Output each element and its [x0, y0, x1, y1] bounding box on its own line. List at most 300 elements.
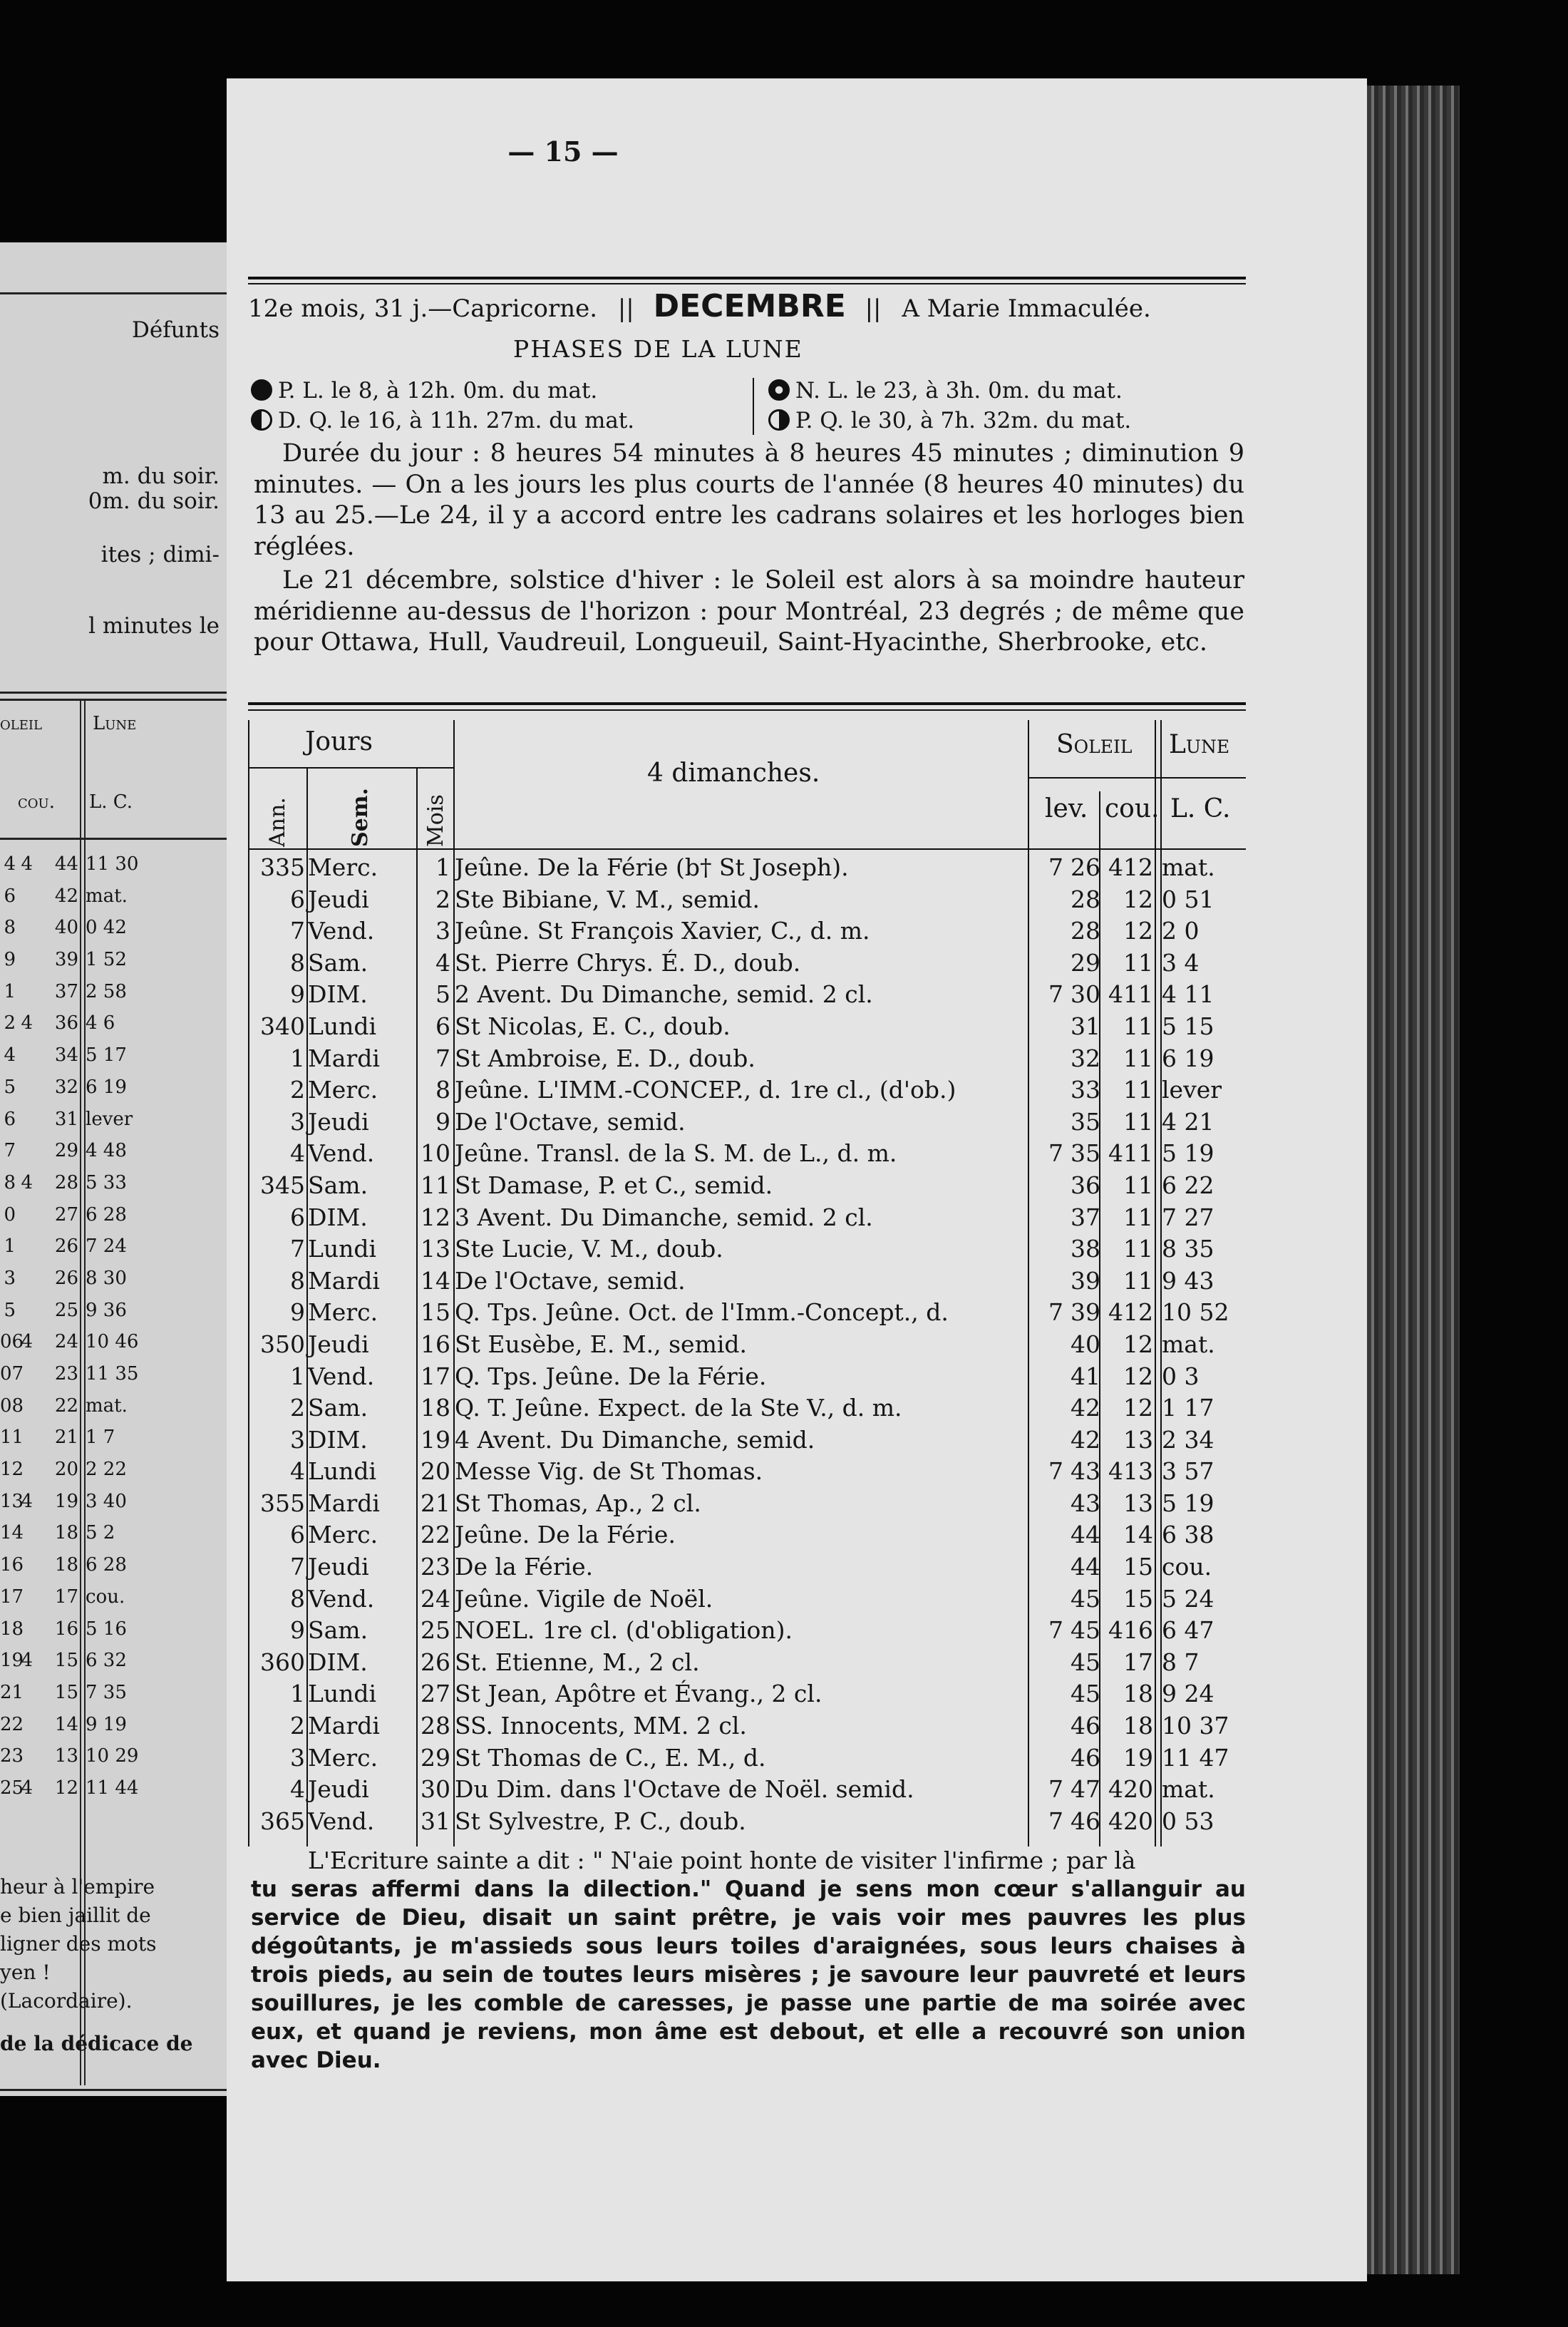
moon-time: cou. — [1162, 1553, 1212, 1581]
table-row — [248, 1265, 1246, 1298]
header-lc: L. C. — [1170, 794, 1231, 823]
moon-time: 1 17 — [1162, 1394, 1214, 1422]
table-row — [248, 1615, 1246, 1647]
left-cell: 6 — [4, 1108, 16, 1130]
left-cell: 9 — [4, 949, 16, 971]
day-year-number: 3 — [290, 1107, 305, 1136]
day-year-number: 6 — [290, 1203, 305, 1231]
phases-title: PHASES DE LA LUNE — [513, 335, 803, 363]
day-year-number: 2 — [290, 1394, 305, 1422]
phase-new-moon — [768, 378, 1123, 404]
left-cell: 8 — [4, 917, 16, 939]
day-month-number: 17 — [421, 1362, 450, 1390]
left-lune-head: Lune — [93, 713, 137, 734]
day-year-number: 345 — [260, 1171, 305, 1199]
left-table-row — [0, 1295, 227, 1327]
day-year-number: 355 — [260, 1489, 305, 1517]
moon-time: mat. — [1162, 1775, 1215, 1804]
moon-time: lever — [1162, 1076, 1222, 1104]
sunrise-minute: 29 — [1071, 948, 1100, 977]
day-weekday: Merc. — [308, 1076, 378, 1104]
day-weekday: Vend. — [308, 917, 375, 945]
left-cell: 9 36 — [86, 1299, 127, 1321]
left-cell: 1 — [4, 980, 16, 1002]
sunrise-minute: 32 — [1071, 1044, 1100, 1072]
day-year-number: 6 — [290, 885, 305, 913]
left-cell: 4 — [21, 853, 33, 875]
left-cell: mat. — [86, 1394, 128, 1417]
table-row — [248, 1774, 1246, 1806]
moon-time: 2 34 — [1162, 1425, 1214, 1454]
sunset-minute: 13 — [1123, 1425, 1153, 1454]
header-mois: Mois — [423, 794, 448, 847]
header-rule-top — [248, 277, 1246, 279]
left-cell: 11 30 — [86, 853, 139, 875]
day-feast: Jeûne. De la Férie. — [455, 1521, 676, 1549]
moon-time: 7 27 — [1162, 1203, 1214, 1231]
phases-separator — [753, 378, 754, 435]
table-row — [248, 979, 1246, 1011]
day-month-number: 13 — [421, 1235, 450, 1263]
day-year-number: 360 — [260, 1648, 305, 1676]
table-row — [248, 1074, 1246, 1106]
left-cell: 4 — [21, 1777, 33, 1799]
left-cell: 06 — [0, 1331, 24, 1353]
moon-time: 4 21 — [1162, 1107, 1214, 1136]
left-cell: 3 40 — [86, 1490, 127, 1512]
left-table-row — [0, 1231, 227, 1263]
moon-time: 3 57 — [1162, 1457, 1214, 1486]
day-month-number: 25 — [421, 1616, 450, 1645]
table-row — [248, 1456, 1246, 1488]
left-table-row — [0, 1645, 227, 1677]
sunset-hour: 4 — [1108, 980, 1123, 1009]
day-feast: St Nicolas, E. C., doub. — [455, 1012, 731, 1040]
sunrise-minute: 39 — [1071, 1298, 1100, 1327]
day-month-number: 15 — [421, 1298, 450, 1327]
left-table-row — [0, 1422, 227, 1454]
left-lc-head: L. C. — [89, 791, 133, 813]
left-table-row — [0, 1772, 227, 1804]
sunrise-minute: 42 — [1071, 1394, 1100, 1422]
left-cell: 16 — [54, 1618, 78, 1640]
sunrise-minute: 45 — [1071, 1648, 1100, 1676]
day-feast: De l'Octave, semid. — [455, 1266, 686, 1295]
day-weekday: DIM. — [308, 1425, 368, 1454]
left-cell: 22 — [54, 1394, 78, 1417]
sunset-minute: 12 — [1123, 1394, 1153, 1422]
left-cell: 3 — [4, 1267, 16, 1289]
left-cell: 9 19 — [86, 1713, 127, 1735]
moon-time: 0 51 — [1162, 885, 1214, 913]
month-info: 12e mois, 31 j.—Capricorne. — [248, 294, 598, 323]
day-weekday: Mardi — [308, 1489, 380, 1517]
left-cell: 2 — [4, 1012, 16, 1034]
left-cell: 10 46 — [86, 1331, 139, 1353]
header-soleil: Soleil — [1056, 730, 1133, 759]
hline-jours — [248, 767, 453, 769]
solstice-paragraph: Le 21 décembre, solstice d'hiver : le Soleil est alors à sa moindre hauteur méridienne au-dessus de l'horizon : pour Montréal, 23 degrés ; de même que pour Ottawa, Hull, Vaudreuil, Longueuil, Saint-Hyacinthe, Sherbrooke, etc. — [254, 566, 1244, 657]
header-jours: Jours — [305, 727, 373, 756]
left-cell: mat. — [86, 885, 128, 907]
day-feast: Ste Bibiane, V. M., semid. — [455, 885, 760, 913]
sunset-hour: 4 — [1108, 1807, 1123, 1835]
sunrise-minute: 46 — [1071, 1743, 1100, 1772]
left-cell: 42 — [54, 885, 78, 907]
left-cell: 18 — [54, 1554, 78, 1576]
day-year-number: 4 — [290, 1457, 305, 1486]
sunset-minute: 12 — [1123, 1330, 1153, 1358]
day-feast: Q. Tps. Jeûne. Oct. de l'Imm.-Concept., d. — [455, 1298, 949, 1327]
phase-last-quarter-text: D. Q. le 16, à 11h. 27m. du mat. — [278, 408, 635, 433]
left-table-row — [0, 976, 227, 1008]
left-table-row — [0, 848, 227, 880]
table-row — [248, 1678, 1246, 1710]
sunset-minute: 12 — [1123, 1362, 1153, 1390]
table-row — [248, 1583, 1246, 1615]
month-header — [248, 288, 1246, 324]
day-weekday: Mardi — [308, 1044, 380, 1072]
left-cell: 39 — [54, 949, 78, 971]
sunset-minute: 11 — [1123, 1012, 1153, 1040]
left-cell: 40 — [54, 917, 78, 939]
moon-time: 11 47 — [1162, 1743, 1229, 1772]
header-lune: Lune — [1169, 730, 1230, 759]
left-cell: 7 35 — [86, 1681, 127, 1703]
day-weekday: Sam. — [308, 1616, 368, 1645]
phase-last-quarter — [251, 408, 634, 433]
day-month-number: 26 — [421, 1648, 450, 1676]
left-cell: 7 24 — [86, 1236, 127, 1258]
left-cell: 21 — [0, 1681, 24, 1703]
table-row — [248, 947, 1246, 980]
sunset-minute: 15 — [1123, 1584, 1153, 1613]
left-cell: 4 — [4, 853, 16, 875]
day-month-number: 7 — [435, 1044, 450, 1072]
day-weekday: Vend. — [308, 1584, 375, 1613]
left-cell: 1 7 — [86, 1427, 115, 1449]
sunrise-minute: 33 — [1071, 1076, 1100, 1104]
sunset-minute: 12 — [1123, 1298, 1153, 1327]
left-table-row — [0, 1390, 227, 1422]
sunrise-minute: 35 — [1071, 1107, 1100, 1136]
sunset-minute: 15 — [1123, 1553, 1153, 1581]
new-moon-icon — [768, 379, 790, 401]
day-feast: De l'Octave, semid. — [455, 1107, 686, 1136]
header-lev: lev. — [1045, 794, 1088, 823]
left-cell: 6 19 — [86, 1076, 127, 1098]
left-cell: 34 — [54, 1044, 78, 1067]
day-feast: Messe Vig. de St Thomas. — [455, 1457, 763, 1486]
day-year-number: 335 — [260, 853, 305, 881]
left-table-row — [0, 1104, 227, 1136]
sunrise-minute: 26 — [1071, 853, 1100, 881]
hline-header-bottom — [248, 848, 1246, 850]
left-cell: 6 28 — [86, 1203, 127, 1226]
left-cell: 14 — [0, 1522, 24, 1544]
sunrise-hour: 7 — [1048, 1139, 1063, 1168]
moon-time: 0 3 — [1162, 1362, 1200, 1390]
moon-time: 2 0 — [1162, 917, 1200, 945]
left-cell: 15 — [54, 1650, 78, 1672]
day-weekday: Merc. — [308, 1743, 378, 1772]
left-cell: cou. — [86, 1586, 125, 1608]
sunrise-minute: 46 — [1071, 1712, 1100, 1740]
sunset-minute: 20 — [1123, 1807, 1153, 1835]
left-cell: 26 — [54, 1267, 78, 1289]
page-number: — 15 — — [507, 135, 619, 168]
day-month-number: 31 — [421, 1807, 450, 1835]
left-cell: 4 — [21, 1171, 33, 1193]
day-month-number: 5 — [435, 980, 450, 1009]
day-weekday: Lundi — [308, 1680, 377, 1708]
day-weekday: DIM. — [308, 980, 368, 1009]
sunset-minute: 11 — [1123, 1139, 1153, 1168]
left-cell: 6 32 — [86, 1650, 127, 1672]
month-bar-right: || — [865, 294, 882, 323]
left-cell: 0 42 — [86, 917, 127, 939]
sunset-minute: 17 — [1123, 1648, 1153, 1676]
header-dimanches: 4 dimanches. — [647, 759, 820, 788]
sunset-hour: 4 — [1108, 1139, 1123, 1168]
left-foot-3: ligner des mots — [0, 1932, 157, 1956]
table-row — [248, 1488, 1246, 1520]
table-rule-top-2 — [248, 709, 1246, 711]
left-cell: 10 29 — [86, 1745, 139, 1767]
sunrise-minute: 30 — [1071, 980, 1100, 1009]
left-table-row — [0, 1072, 227, 1104]
day-weekday: Sam. — [308, 1394, 368, 1422]
table-row — [248, 1361, 1246, 1393]
sunrise-hour: 7 — [1048, 1616, 1063, 1645]
left-table-row — [0, 1039, 227, 1072]
left-cell: 2 22 — [86, 1459, 127, 1481]
table-row — [248, 1011, 1246, 1043]
day-month-number: 4 — [435, 948, 450, 977]
sunset-minute: 14 — [1123, 1521, 1153, 1549]
day-feast: Ste Lucie, V. M., doub. — [455, 1235, 723, 1263]
day-year-number: 350 — [260, 1330, 305, 1358]
sunset-minute: 18 — [1123, 1712, 1153, 1740]
moon-time: 10 37 — [1162, 1712, 1229, 1740]
left-cell: lever — [86, 1108, 133, 1130]
left-table-row — [0, 912, 227, 944]
moon-time: 8 7 — [1162, 1648, 1200, 1676]
day-year-number: 2 — [290, 1712, 305, 1740]
left-table-row — [0, 1263, 227, 1295]
sunrise-minute: 35 — [1071, 1139, 1100, 1168]
month-name: DECEMBRE — [653, 288, 846, 324]
left-cell: 4 — [21, 1331, 33, 1353]
day-weekday: Lundi — [308, 1235, 377, 1263]
month-bar-left: || — [617, 294, 634, 323]
table-row — [248, 884, 1246, 916]
sunset-minute: 11 — [1123, 1076, 1153, 1104]
left-table-rule — [0, 692, 227, 694]
moon-time: 6 38 — [1162, 1521, 1214, 1549]
sunset-hour: 4 — [1108, 853, 1123, 881]
left-table-rule-2 — [0, 699, 227, 701]
left-cell: 8 30 — [86, 1267, 127, 1289]
left-table — [0, 848, 227, 1804]
day-feast: St Ambroise, E. D., doub. — [455, 1044, 755, 1072]
sunrise-hour: 7 — [1048, 980, 1063, 1009]
day-year-number: 3 — [290, 1743, 305, 1772]
table-rule-top — [248, 702, 1246, 705]
sunset-hour: 4 — [1108, 1775, 1123, 1804]
day-weekday: Lundi — [308, 1012, 377, 1040]
left-cell: 19 — [0, 1650, 24, 1672]
book-edge — [1367, 86, 1460, 2274]
month-dedication: A Marie Immaculée. — [902, 294, 1151, 323]
left-cell: 8 — [4, 1171, 16, 1193]
sunrise-minute: 28 — [1071, 885, 1100, 913]
sunrise-hour: 7 — [1048, 853, 1063, 881]
day-month-number: 16 — [421, 1330, 450, 1358]
sunset-minute: 11 — [1123, 1235, 1153, 1263]
day-feast: St. Pierre Chrys. É. D., doub. — [455, 948, 801, 977]
left-table-row — [0, 1677, 227, 1709]
left-cell: 19 — [54, 1490, 78, 1512]
left-cell: 0 — [4, 1203, 16, 1226]
sunset-hour: 4 — [1108, 1457, 1123, 1486]
sunset-minute: 19 — [1123, 1743, 1153, 1772]
moon-time: 6 47 — [1162, 1616, 1214, 1645]
moon-time: 0 53 — [1162, 1807, 1214, 1835]
left-cell: 11 44 — [86, 1777, 139, 1799]
day-year-number: 1 — [290, 1680, 305, 1708]
left-cell: 23 — [54, 1363, 78, 1385]
day-month-number: 9 — [435, 1107, 450, 1136]
moon-time: 4 11 — [1162, 980, 1214, 1009]
left-cell: 1 52 — [86, 949, 127, 971]
header-rule-top-2 — [248, 283, 1246, 284]
left-line-3: ites ; dimi- — [100, 542, 220, 567]
day-feast: 3 Avent. Du Dimanche, semid. 2 cl. — [455, 1203, 873, 1231]
sunrise-minute: 28 — [1071, 917, 1100, 945]
table-row — [248, 1170, 1246, 1202]
left-foot-4: yen ! — [0, 1961, 51, 1984]
left-cell: 17 — [0, 1586, 24, 1608]
day-weekday: Merc. — [308, 853, 378, 881]
day-feast: St Thomas, Ap., 2 cl. — [455, 1489, 701, 1517]
left-cell: 6 28 — [86, 1554, 127, 1576]
day-year-number: 9 — [290, 1298, 305, 1327]
day-year-number: 9 — [290, 980, 305, 1009]
left-cell: 31 — [54, 1108, 78, 1130]
day-month-number: 30 — [421, 1775, 450, 1804]
day-feast: St. Etienne, M., 2 cl. — [455, 1648, 700, 1676]
day-weekday: Mardi — [308, 1266, 380, 1295]
sunrise-minute: 43 — [1071, 1457, 1100, 1486]
sunset-minute: 11 — [1123, 1044, 1153, 1072]
moon-time: 9 24 — [1162, 1680, 1214, 1708]
left-cell: 17 — [54, 1586, 78, 1608]
left-cell: 11 — [0, 1427, 24, 1449]
table-row — [248, 1297, 1246, 1329]
left-cell: 11 35 — [86, 1363, 139, 1385]
day-month-number: 1 — [435, 853, 450, 881]
left-cell: 4 — [21, 1650, 33, 1672]
day-weekday: Vend. — [308, 1807, 375, 1835]
left-cell: 4 — [21, 1490, 33, 1512]
left-table-row — [0, 944, 227, 976]
left-cell: 20 — [54, 1459, 78, 1481]
left-cell: 12 — [54, 1777, 78, 1799]
day-feast: Jeûne. St François Xavier, C., d. m. — [455, 917, 870, 945]
day-year-number: 1 — [290, 1362, 305, 1390]
left-cou-head: cou. — [18, 791, 55, 813]
day-feast: St Eusèbe, E. M., semid. — [455, 1330, 748, 1358]
footer-rest: tu seras affermi dans la dilection." Quand je sens mon cœur s'allanguir au service de Dieu, disait un saint prêtre, je vais voir mes pauvres les plus dégoûtants, je m'assieds sous leurs toiles d'araignées, sous leurs chaises à trois pieds, au sein de toutes leurs misères ; je savoure leur pauvreté et leurs souillures, je les comble de caresses, je passe une partie de ma soirée avec eux, et quand je reviens, mon âme est debout, et elle a recouvré son union avec Dieu. — [251, 1876, 1246, 2073]
table-row — [248, 1551, 1246, 1583]
sunset-minute: 20 — [1123, 1775, 1153, 1804]
left-cell: 5 16 — [86, 1618, 127, 1640]
sunset-minute: 11 — [1123, 980, 1153, 1009]
left-cell: 37 — [54, 980, 78, 1002]
day-month-number: 18 — [421, 1394, 450, 1422]
table-row — [248, 1106, 1246, 1139]
header-cou: cou. — [1105, 794, 1160, 823]
sunset-minute: 12 — [1123, 885, 1153, 913]
day-weekday: Sam. — [308, 1171, 368, 1199]
left-line-1: m. du soir. — [102, 463, 220, 489]
day-feast: Q. Tps. Jeûne. De la Férie. — [455, 1362, 767, 1390]
day-month-number: 2 — [435, 885, 450, 913]
sunrise-minute: 43 — [1071, 1489, 1100, 1517]
day-weekday: Jeudi — [308, 1775, 369, 1804]
sunrise-minute: 46 — [1071, 1807, 1100, 1835]
left-cell: 6 — [4, 885, 16, 907]
day-feast: 2 Avent. Du Dimanche, semid. 2 cl. — [455, 980, 873, 1009]
left-table-row — [0, 1358, 227, 1390]
day-month-number: 8 — [435, 1076, 450, 1104]
left-table-row — [0, 1709, 227, 1741]
moon-time: 5 15 — [1162, 1012, 1214, 1040]
left-table-row — [0, 1454, 227, 1486]
day-length-paragraph: Durée du jour : 8 heures 54 minutes à 8 heures 45 minutes ; diminution 9 minutes. — On a les jours les plus courts de l'année (8 heures 40 minutes) du 13 au 25.—Le 24, il y a accord entre les cadrans solaires et les horloges bien réglées. — [254, 439, 1244, 561]
left-cell: 28 — [54, 1171, 78, 1193]
day-month-number: 24 — [421, 1584, 450, 1613]
left-cell: 4 — [21, 1012, 33, 1034]
moon-time: 5 19 — [1162, 1139, 1214, 1168]
day-weekday: Vend. — [308, 1139, 375, 1168]
left-foot-5: (Lacordaire). — [0, 1989, 133, 2013]
moon-time: mat. — [1162, 1330, 1215, 1358]
left-cell: 08 — [0, 1394, 24, 1417]
calendar-table — [248, 720, 1246, 1846]
sunset-hour: 4 — [1108, 1616, 1123, 1645]
left-page-fragment — [0, 242, 229, 2096]
day-year-number: 8 — [290, 1584, 305, 1613]
day-year-number: 6 — [290, 1521, 305, 1549]
full-moon-icon — [251, 379, 272, 401]
table-row — [248, 1329, 1246, 1361]
left-cell: 14 — [54, 1713, 78, 1735]
left-cell: 5 17 — [86, 1044, 127, 1067]
day-feast: Jeûne. Transl. de la S. M. de L., d. m. — [455, 1139, 897, 1168]
day-year-number: 365 — [260, 1807, 305, 1835]
table-row — [248, 1233, 1246, 1265]
left-cell: 4 — [4, 1044, 16, 1067]
table-row — [248, 1138, 1246, 1170]
footer-line-1: L'Ecriture sainte a dit : " N'aie point honte de visiter l'infirme ; par là — [308, 1846, 1136, 1874]
day-feast: 4 Avent. Du Dimanche, semid. — [455, 1425, 815, 1454]
left-table-row — [0, 1740, 227, 1772]
phase-first-quarter-text: P. Q. le 30, à 7h. 32m. du mat. — [795, 408, 1132, 433]
moon-time: 6 19 — [1162, 1044, 1214, 1072]
day-month-number: 6 — [435, 1012, 450, 1040]
